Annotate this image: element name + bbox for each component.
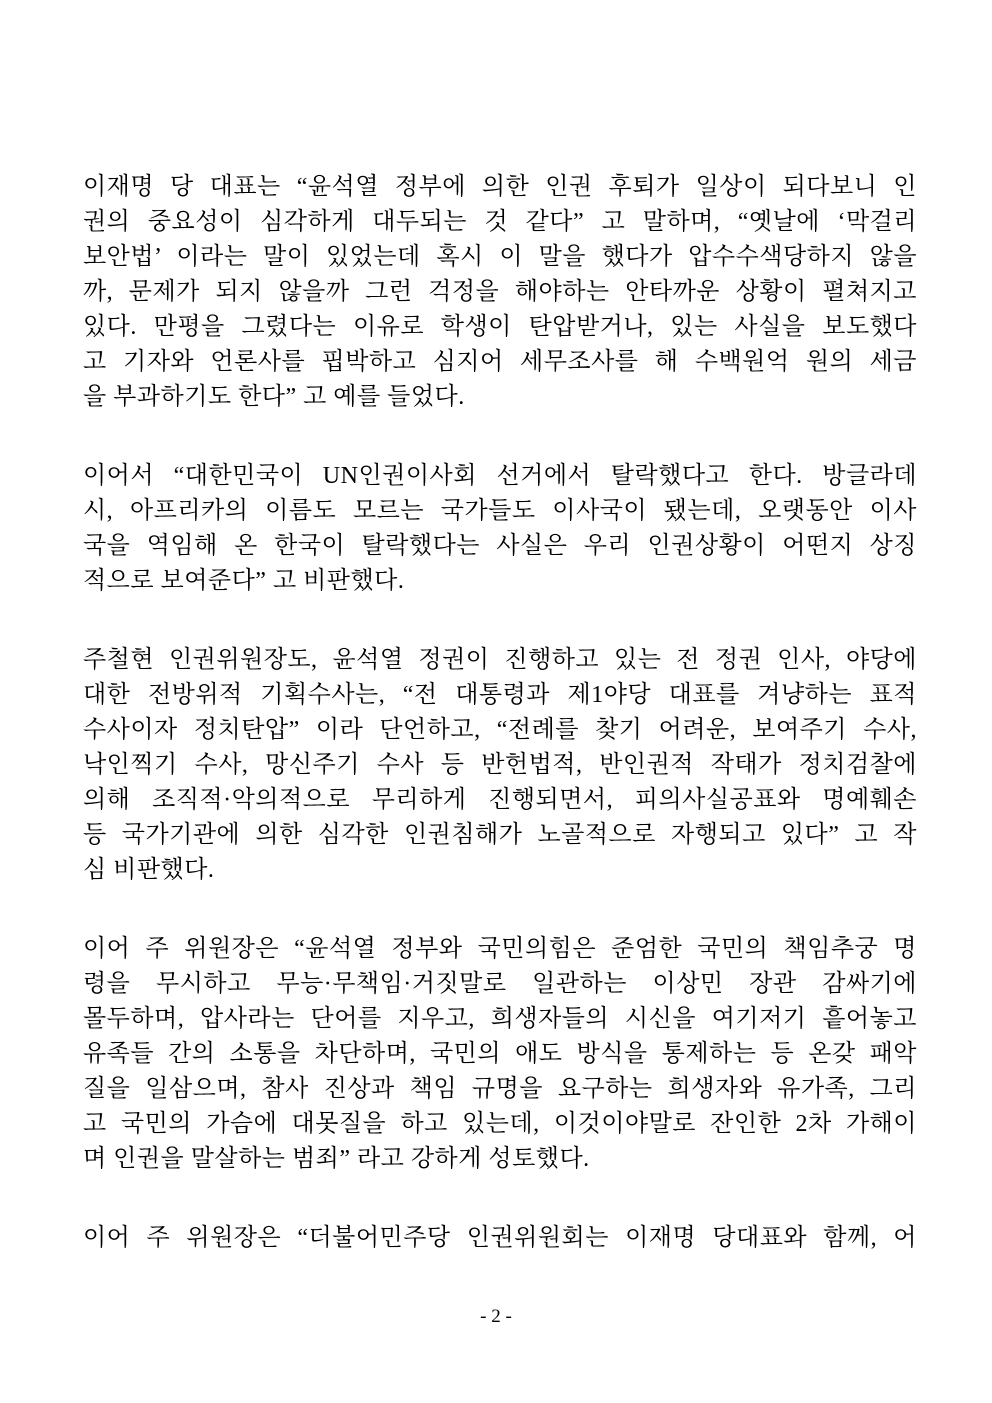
paragraph bbox=[83, 1221, 917, 1256]
text-line: 수사이자 정치탄압” 이라 단언하고, “전례를 찾기 어려운, 보여주기 수사, bbox=[83, 717, 917, 743]
text-line: 고 국민의 가슴에 대못질을 하고 있는데, 이것이야말로 잔인한 2차 가해이 bbox=[83, 1111, 917, 1137]
text-line: 의해 조직적·악의적으로 무리하게 진행되면서, 피의사실공표와 명예훼손 bbox=[83, 787, 917, 813]
text-line: 심 비판했다. bbox=[83, 857, 215, 883]
paragraph bbox=[83, 459, 917, 599]
text-line: 주철현 인권위원장도, 윤석열 정권이 진행하고 있는 전 정권 인사, 야당에 bbox=[83, 647, 917, 673]
text-line: 대한 전방위적 기획수사는, “전 대통령과 제1야당 대표를 겨냥하는 표적 bbox=[83, 682, 917, 708]
paragraph bbox=[83, 170, 917, 415]
text-line: 을 부과하기도 한다” 고 예를 들었다. bbox=[83, 384, 465, 410]
text-line: 고 기자와 언론사를 핍박하고 심지어 세무조사를 해 수백원억 원의 세금 bbox=[83, 349, 917, 375]
text-line: 권의 중요성이 심각하게 대두되는 것 같다” 고 말하며, “옛날에 ‘막걸리 bbox=[83, 209, 917, 235]
text-line: 있다. 만평을 그렸다는 이유로 학생이 탄압받거나, 있는 사실을 보도했다 bbox=[83, 314, 917, 340]
text-line: 령을 무시하고 무능·무책임·거짓말로 일관하는 이상민 장관 감싸기에 bbox=[83, 971, 917, 997]
text-line: 이어 주 위원장은 “더불어민주당 인권위원회는 이재명 당대표와 함께, 어 bbox=[83, 1225, 917, 1251]
text-line: 몰두하며, 압사라는 단어를 지우고, 희생자들의 시신을 여기저기 흩어놓고 bbox=[83, 1006, 917, 1032]
text-line: 보안법’ 이라는 말이 있었는데 혹시 이 말을 했다가 압수수색당하지 않을 bbox=[83, 244, 917, 270]
text-line: 등 국가기관에 의한 심각한 인권침해가 노골적으로 자행되고 있다” 고 작 bbox=[83, 822, 917, 848]
text-line: 시, 아프리카의 이름도 모르는 국가들도 이사국이 됐는데, 오랫동안 이사 bbox=[83, 498, 917, 524]
paragraph bbox=[83, 643, 917, 888]
text-line: 유족들 간의 소통을 차단하며, 국민의 애도 방식을 통제하는 등 온갖 패악 bbox=[83, 1041, 917, 1067]
text-line: 국을 역임해 온 한국이 탈락했다는 사실은 우리 인권상황이 어떤지 상징 bbox=[83, 533, 917, 559]
document-content bbox=[83, 170, 917, 1256]
text-line: 이어 주 위원장은 “윤석열 정부와 국민의힘은 준엄한 국민의 책임추궁 명 bbox=[83, 936, 917, 962]
text-line: 며 인권을 말살하는 범죄” 라고 강하게 성토했다. bbox=[83, 1146, 590, 1172]
paragraph bbox=[83, 932, 917, 1177]
text-line: 적으로 보여준다” 고 비판했다. bbox=[83, 568, 405, 594]
text-line: 까, 문제가 되지 않을까 그런 걱정을 해야하는 안타까운 상황이 펼쳐지고 bbox=[83, 279, 917, 305]
text-line: 이어서 “대한민국이 UN인권이사회 선거에서 탈락했다고 한다. 방글라데 bbox=[83, 463, 917, 489]
text-line: 이재명 당 대표는 “윤석열 정부에 의한 인권 후퇴가 일상이 되다보니 인 bbox=[83, 174, 917, 200]
text-line: 질을 일삼으며, 참사 진상과 책임 규명을 요구하는 희생자와 유가족, 그리 bbox=[83, 1076, 917, 1102]
text-line: 낙인찍기 수사, 망신주기 수사 등 반헌법적, 반인권적 작태가 정치검찰에 bbox=[83, 752, 917, 778]
page-number: - 2 - bbox=[480, 1306, 512, 1327]
